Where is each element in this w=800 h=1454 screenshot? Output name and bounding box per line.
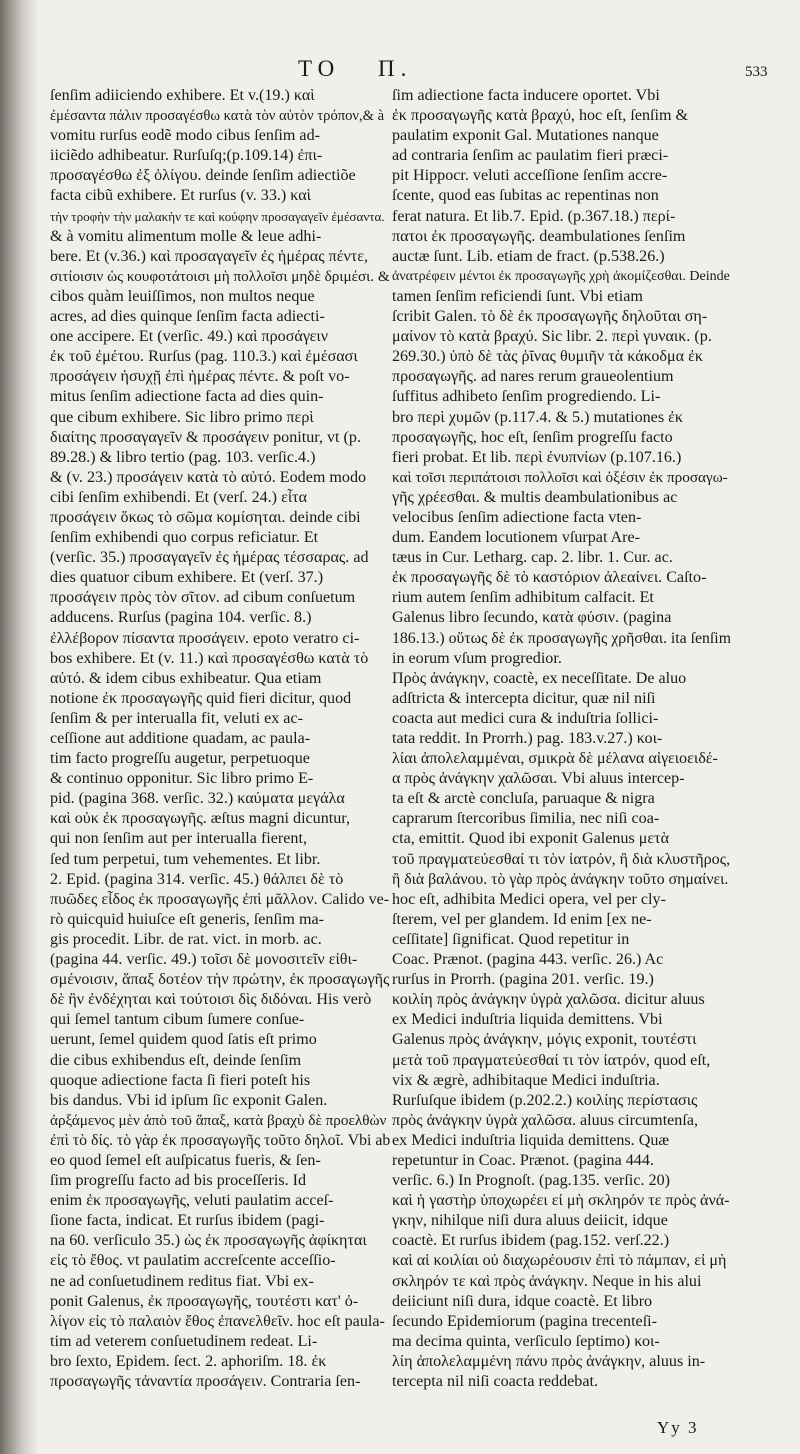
text-line: πατοι ἐκ προσαγωγῆς. deambulationes ſenſim bbox=[392, 227, 686, 245]
text-line: διαίτης προσαγαγεῖν & προσάγειν ponitur, vt (p. bbox=[50, 428, 361, 446]
text-line: ἐλλέβορον πίσαντα προσάγειν. epoto veratro ci- bbox=[50, 629, 360, 647]
text-line: ceſſione aut additione quadam, ac paula- bbox=[50, 730, 311, 747]
text-line: (verſic. 35.) προσαγαγεῖν ἐς ἡμέρας τέσσαρας. ad bbox=[50, 549, 369, 567]
right-column bbox=[392, 86, 734, 1392]
text-line: α πρὸς ἀνάγκην χαλῶσαι. Vbi aluus intercep- bbox=[392, 770, 685, 788]
text-line: bro ſexto, Epidem. ſect. 2. aphoriſm. 18. ἐκ bbox=[50, 1352, 327, 1370]
text-line: bro περὶ χυμῶν (p.117.4. & 5.) mutationes ἐκ bbox=[392, 408, 683, 426]
running-head bbox=[298, 56, 412, 82]
text-line: 186.13.) οὕτως δὲ ἐκ προσαγωγῆς χρῆσθαι. ita ſenſim bbox=[392, 629, 731, 647]
text-line: ἐκ προσαγωγῆς κατὰ βραχύ, hoc eſt, ſenſim & bbox=[392, 107, 689, 125]
text-line: 89.28.) & libro tertio (pag. 103. verſic.4.) bbox=[50, 448, 316, 466]
text-line: velocibus ſenſim adiectione facta vten- bbox=[392, 508, 642, 526]
text-line: τὴν τροφὴν τὴν μαλακὴν τε καὶ κούφην προσαγαγεῖν ἐμέσαντα. bbox=[50, 208, 385, 224]
text-line: λίαι ἀπολελαμμέναι, σμικρὰ δὲ μέλανα αἰγειοειδέ- bbox=[392, 750, 718, 768]
text-line: tercepta nil niſi coacta reddebat. bbox=[392, 1373, 598, 1390]
text-line: ad contraria ſenſim ac paulatim fieri præci- bbox=[392, 147, 669, 165]
text-line: (pagina 44. verſic. 49.) τοῖσι δὲ μονοσιτεῖν εἰθι- bbox=[50, 951, 358, 969]
text-line: πρὸς ἀνάγκην ὑγρὰ χαλῶσα. aluus circumtenſa, bbox=[392, 1111, 698, 1129]
text-line: ſenſim & per interualla fit, veluti ex ac- bbox=[50, 709, 303, 727]
text-line: εἰς τὸ ἔθος. vt paulatim accreſcente acceſſio- bbox=[50, 1252, 336, 1270]
text-line: ferat natura. Et lib.7. Epid. (p.367.18.) περί- bbox=[392, 207, 676, 225]
text-line: tamen ſenſim reficiendi ſunt. Vbi etiam bbox=[392, 287, 643, 305]
running-head-left: TO bbox=[298, 56, 341, 81]
text-line: & à vomitu alimentum molle & leue adhi- bbox=[50, 227, 322, 245]
text-line: rium autem ſenſim adhibitum calfacit. Et bbox=[392, 589, 654, 607]
page-header bbox=[0, 56, 800, 86]
text-line: ex Medici induſtria liquida demittens. Quæ bbox=[392, 1131, 670, 1149]
text-line: Galenus πρὸς ἀνάγκην, μόγις exponit, τουτέστι bbox=[392, 1031, 697, 1049]
text-line: enim ἐκ προσαγωγῆς, veluti paulatim acceſ- bbox=[50, 1192, 334, 1210]
text-line: ſim progreſſu facto ad bis proceſſeris. Id bbox=[50, 1172, 307, 1190]
text-line: uerunt, ſemel quidem quod ſatis eſt primo bbox=[50, 1031, 317, 1049]
text-line: καὶ αἱ κοιλίαι οὐ διαχωρέουσιν ἐπὶ τὸ πάμπαν, εἰ μὴ bbox=[392, 1252, 727, 1270]
text-line: προσαγέσθω ἐξ ὀλίγου. deinde ſenſim adiectiõe bbox=[50, 167, 356, 185]
text-line: ἐκ τοῦ ἐμέτου. Rurſus (pag. 110.3.) καὶ ἐμέσασι bbox=[50, 348, 358, 366]
text-line: λίγον εἰς τὸ παλαιὸν ἔθος ἐπανελθεῖν. hoc eſt paula- bbox=[50, 1312, 385, 1330]
text-line: mitus ſenſim adiectione facta ad dies quin- bbox=[50, 388, 324, 406]
text-line: προσάγειν πρὸς τὸν σῖτον. ad cibum conſuetum bbox=[50, 589, 356, 607]
signature-mark: Yy 3 bbox=[657, 1418, 699, 1437]
text-line: gis procedit. Libr. de rat. vict. in morb. ac. bbox=[50, 930, 322, 948]
text-line: die cibus exhibendus eſt, deinde ſenſim bbox=[50, 1051, 302, 1069]
text-line: tim facto progreſſu augetur, perpetuoque bbox=[50, 750, 310, 768]
text-line: καὶ οὐκ ἐκ προσαγωγῆς. æſtus magni dicuntur, bbox=[50, 810, 351, 828]
text-line: προσαγωγῆς, hoc eſt, ſenſim progreſſu facto bbox=[392, 428, 673, 446]
text-line: adſtricta & intercepta dicitur, quæ nil niſi bbox=[392, 689, 656, 707]
text-line: προσαγωγῆς τἀναντία προσάγειν. Contraria ſen- bbox=[50, 1373, 361, 1390]
text-line: προσάγειν ἡσυχῇ ἐπὶ ἡμέρας πέντε. & poſt vo- bbox=[50, 368, 350, 386]
text-line: Πρὸς ἀνάγκην, coactè, ex neceſſitate. De aluo bbox=[392, 669, 687, 687]
text-line: vomitu rurſus eodẽ modo cibus ſenſim ad- bbox=[50, 127, 320, 145]
text-line: rò quicquid huiuſce eſt generis, ſenſim ma- bbox=[50, 910, 324, 928]
text-line: auctæ ſunt. Lib. etiam de fract. (p.538.26.) bbox=[392, 247, 665, 265]
text-line: pit Hippocr. veluti acceſſione ſenſim accre- bbox=[392, 167, 668, 185]
text-line: ſed tum perpetui, tum vehementes. Et libr. bbox=[50, 850, 321, 868]
text-line: que cibum exhibere. Sic libro primo περὶ bbox=[50, 408, 314, 426]
text-line: σκληρόν τε καὶ πρὸς ἀνάγκην. Neque in his alui bbox=[392, 1272, 702, 1290]
text-line: ſione facta, indicat. Et rurſus ibidem (pagi- bbox=[50, 1212, 325, 1230]
text-line: γῆς χρέεσθαι. & multis deambulationibus ac bbox=[392, 488, 678, 506]
text-line: coacta aut medici cura & induſtria ſollici- bbox=[392, 709, 659, 727]
text-line: ἐμέσαντα πάλιν προσαγέσθω κατὰ τὸν αὐτὸν τρόπον,& à bbox=[50, 108, 385, 125]
text-line: cibos quàm leuiſſimos, non multos neque bbox=[50, 287, 315, 305]
text-line: πυῶδες εἶδος ἐκ προσαγωγῆς ἐπὶ μᾶλλον. Calido ve- bbox=[50, 890, 390, 908]
text-line: Coac. Prænot. (pagina 443. verſic. 26.) Ac bbox=[392, 951, 664, 969]
text-line: coactè. Et rurſus ibidem (pag.152. verſ.22.) bbox=[392, 1232, 670, 1250]
text-line: facta cibũ exhibere. Et rurſus (v. 33.) καὶ bbox=[50, 187, 311, 205]
text-line: tata reddit. In Prorrh.) pag. 183.v.27.) κοι- bbox=[392, 730, 663, 747]
text-line: μετὰ τοῦ πραγματεύεσθαί τι τὸν ἰατρόν, quod eſt, bbox=[392, 1051, 711, 1069]
text-line: ſuffitus adhibeto ſenſim progrediendo. Li- bbox=[392, 388, 661, 406]
text-line: na 60. verſiculo 35.) ὡς ἐκ προσαγωγῆς ἀφίκηται bbox=[50, 1232, 367, 1250]
text-line: bos exhibere. Et (v. 11.) καὶ προσαγέσθω κατὰ τὸ bbox=[50, 649, 369, 667]
text-line: δὲ ἢν ἐνδέχηται καὶ τούτοισι δὶς διδόναι. His verò bbox=[50, 991, 372, 1009]
text-line: & (v. 23.) προσάγειν κατὰ τὸ αὐτό. Eodem modo bbox=[50, 468, 367, 486]
text-line: ſcente, quod eas ſubitas ac repentinas non bbox=[392, 187, 659, 205]
text-line: acres, ad dies quinque ſenſim facta adiecti- bbox=[50, 308, 325, 326]
text-line: ſcribit Galen. τὸ δὲ ἐκ προσαγωγῆς δηλοῦται ση- bbox=[392, 308, 708, 326]
text-line: γκην, nihilque niſi dura aluus deiicit, idque bbox=[392, 1212, 668, 1230]
text-line: iiciẽdo adhibeatur. Rurſuſq;(p.109.14) ἐπι- bbox=[50, 147, 323, 165]
text-line: bis dandus. Vbi id ipſum ſic exponit Galen. bbox=[50, 1091, 328, 1109]
text-line: ἀρξάμενος μὲν ἀπὸ τοῦ ἅπαξ, κατὰ βραχὺ δὲ προελθὼν bbox=[50, 1111, 387, 1129]
left-column bbox=[50, 86, 390, 1392]
text-line: ἢ διὰ βαλάνου. τὸ γὰρ πρὸς ἀνάγκην τοῦτο σημαίνει. bbox=[392, 870, 729, 888]
text-line: ceſſitate] ſignificat. Quod repetitur in bbox=[392, 930, 630, 948]
text-line: καὶ ἡ γαστὴρ ὑποχωρέει εἰ μὴ σκληρόν τε πρὸς ἀνά- bbox=[392, 1192, 730, 1210]
text-line: 269.30.) ὑπὸ δὲ τὰς ῥῖνας θυμιῆν τὰ κάκοδμα ἐκ bbox=[392, 348, 703, 366]
text-line: σιτίοισιν ὡς κουφοτάτοισι μὴ πολλοῖσι μηδὲ δριμέσι. & bbox=[50, 267, 390, 285]
text-line: Rurſuſque ibidem (p.202.2.) κοιλίης περίστασις bbox=[392, 1091, 698, 1109]
text-line: ma decima quinta, verſiculo ſeptimo) κοι- bbox=[392, 1332, 660, 1350]
text-line: ſecundo Epidemiorum (pagina trecenteſi- bbox=[392, 1312, 657, 1330]
text-line: fieri probat. Et lib. περὶ ἐνυπνίων (p.107.16.) bbox=[392, 448, 682, 466]
text-line: καὶ τοῖσι περιπάτοισι πολλοῖσι καὶ ὀξέσιν ἐκ προσαγω- bbox=[392, 468, 728, 486]
text-line: one accipere. Et (verſic. 49.) καὶ προσάγειν bbox=[50, 328, 329, 346]
text-line: τοῦ πραγματεύεσθαί τι τὸν ἰατρόν, ἢ διὰ κλυστῆρος, bbox=[392, 850, 731, 868]
text-line: 2. Epid. (pagina 314. verſic. 45.) θάλπει δὲ τὸ bbox=[50, 870, 344, 888]
text-line: verſic. 6.) In Prognoſt. (pag.135. verſic. 20) bbox=[392, 1172, 670, 1190]
text-line: ἐκ προσαγωγῆς δὲ τὸ καστόριον ἀλεαίνει. Caſto- bbox=[392, 569, 707, 587]
text-line: in eorum vſum progredior. bbox=[392, 649, 562, 667]
text-line: ſenſim exhibendi quo corpus reficiatur. Et bbox=[50, 529, 319, 547]
text-line: eo quod ſemel eſt auſpicatus fueris, & ſen- bbox=[50, 1151, 321, 1169]
text-line: κοιλίη πρὸς ἀνάγκην ὑγρὰ χαλῶσα. dicitur aluus bbox=[392, 991, 705, 1009]
text-line: προσαγωγῆς. ad nares rerum graueolentium bbox=[392, 368, 674, 386]
text-line: Galenus libro ſecundo, κατὰ φύσιν. (pagina bbox=[392, 609, 672, 627]
text-line: dies quatuor cibum exhibere. Et (verſ. 37.) bbox=[50, 569, 324, 587]
text-line: adducens. Rurſus (pagina 104. verſic. 8.) bbox=[50, 609, 312, 627]
text-line: cibi ſenſim exhibendi. Et (verſ. 24.) εἶτα bbox=[50, 488, 308, 506]
text-line: & continuo opponitur. Sic libro primo E- bbox=[50, 770, 314, 788]
text-line: ἀνατρέφειν μέντοι ἐκ προσαγωγῆς χρὴ ἀκομίζεσθαι. Deinde bbox=[392, 268, 730, 284]
text-line: tæus in Cur. Letharg. cap. 2. libr. 1. Cur. ac. bbox=[392, 549, 673, 567]
text-line: ne ad conſuetudinem reditus fiat. Vbi ex- bbox=[50, 1272, 314, 1290]
text-line: ſim adiectione facta inducere oportet. Vbi bbox=[392, 87, 660, 104]
page-gutter-shadow bbox=[0, 0, 38, 1454]
text-line: ponit Galenus, ἐκ προσαγωγῆς, τουτέστι κατ' ὀ- bbox=[50, 1292, 359, 1310]
text-line: σμένοισιν, ἅπαξ δοτέον τὴν πρώτην, ἐκ προσαγωγῆς bbox=[50, 971, 390, 989]
text-line: deiiciunt niſi dura, idque coactè. Et libro bbox=[392, 1292, 653, 1310]
text-line: caprarum ſtercoribus ſimilia, nec niſi coa- bbox=[392, 810, 660, 828]
text-line: ſenſim adiiciendo exhibere. Et v.(19.) καὶ bbox=[50, 87, 315, 104]
text-line: notione ἐκ προσαγωγῆς quid fieri dicitur, quod bbox=[50, 689, 352, 707]
text-line: dum. Eandem locutionem vſurpat Are- bbox=[392, 529, 641, 547]
text-line: ἐπὶ τὸ δίς. τὸ γὰρ ἐκ προσαγωγῆς τοῦτο δηλοῖ. Vbi ab bbox=[50, 1131, 390, 1149]
text-line: cta, emittit. Quod ibi exponit Galenus μετὰ bbox=[392, 830, 670, 848]
text-line: repetuntur in Coac. Prænot. (pagina 444. bbox=[392, 1151, 654, 1169]
text-line: bere. Et (v.36.) καὶ προσαγαγεῖν ἐς ἡμέρας πέντε, bbox=[50, 247, 369, 265]
text-line: paulatim exponit Gal. Mutationes nanque bbox=[392, 127, 659, 145]
text-line: hoc eſt, adhibita Medici opera, vel per cly- bbox=[392, 890, 666, 908]
text-line: rurſus in Prorrh. (pagina 201. verſic. 19.) bbox=[392, 971, 654, 989]
text-line: tim ad veterem conſuetudinem redeat. Li- bbox=[50, 1332, 318, 1350]
running-head-right: Π. bbox=[378, 56, 413, 81]
text-line: αὐτό. & idem cibus exhibeatur. Qua etiam bbox=[50, 669, 322, 687]
text-line: ex Medici induſtria liquida demittens. Vbi bbox=[392, 1011, 663, 1029]
text-line: ta eſt & arctè concluſa, paruaque & nigra bbox=[392, 790, 655, 808]
text-line: pid. (pagina 368. verſic. 32.) καύματα μεγάλα bbox=[50, 790, 345, 808]
text-line: qui ſemel tantum cibum ſumere conſue- bbox=[50, 1011, 305, 1029]
text-line: προσάγειν ὅκως τὸ σῶμα κομίσηται. deinde cibi bbox=[50, 508, 361, 526]
text-line: μαίνον τὸ κατὰ βραχύ. Sic libr. 2. περὶ γυναικ. (p. bbox=[392, 328, 712, 346]
page-number: 533 bbox=[745, 64, 768, 80]
text-line: quoque adiectione facta ſi fieri poteſt his bbox=[50, 1071, 311, 1089]
text-line: vix & ægrè, adhibitaque Medici induſtria. bbox=[392, 1071, 660, 1089]
text-line: qui non ſenſim aut per interualla fierent, bbox=[50, 830, 307, 848]
text-line: λίη ἀπολελαμμένη πάνυ πρὸς ἀνάγκην, aluus in- bbox=[392, 1352, 706, 1370]
text-line: ſterem, vel per glandem. Id enim [ex ne- bbox=[392, 910, 652, 928]
